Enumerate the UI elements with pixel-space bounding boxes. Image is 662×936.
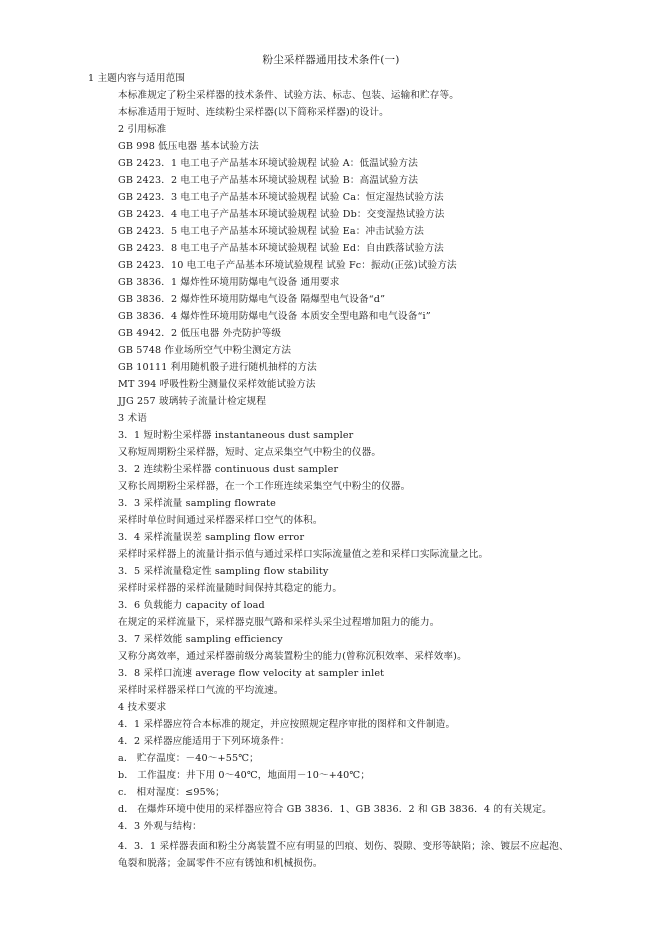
term-definition: 采样时采样器上的流量计指示值与通过采样口实际流量值之差和采样口实际流量之比。: [118, 549, 489, 560]
requirement-subitem: c． 相对湿度：≤95%；: [118, 787, 225, 798]
term-heading: 3．6 负载能力 capacity of load: [118, 600, 265, 611]
reference-standard: GB 5748 作业场所空气中粉尘测定方法: [118, 345, 292, 356]
term-definition: 在规定的采样流量下，采样器克服气路和采样头采尘过程增加阻力的能力。: [118, 617, 440, 628]
term-heading: 3．8 采样口流速 average flow velocity at sampler inlet: [118, 668, 385, 679]
term-heading: 3．5 采样流量稳定性 sampling flow stability: [118, 566, 329, 577]
reference-standard: GB 2423．3 电工电子产品基本环境试验规程 试验 Ca：恒定湿热试验方法: [118, 192, 444, 203]
requirement-subitem: b． 工作温度：井下用 0～40℃，地面用－10～+40℃；: [118, 770, 371, 781]
term-definition: 采样时采样器采样口气流的平均流速。: [118, 685, 284, 696]
reference-standard: GB 3836．2 爆炸性环境用防爆电气设备 隔爆型电气设备“d”: [118, 294, 386, 305]
term-definition: 又称短周期粉尘采样器，短时、定点采集空气中粉尘的仪器。: [118, 447, 382, 458]
reference-standard: GB 10111 利用随机骰子进行随机抽样的方法: [118, 362, 317, 373]
term-definition: 采样时单位时间通过采样器采样口空气的体积。: [118, 515, 323, 526]
reference-standard: GB 2423．8 电工电子产品基本环境试验规程 试验 Ed：自由跌落试验方法: [118, 243, 444, 254]
section-heading: 3 术语: [118, 413, 147, 424]
section-heading: 4 技术要求: [118, 702, 167, 713]
reference-standard: GB 3836．1 爆炸性环境用防爆电气设备 通用要求: [118, 277, 340, 288]
reference-standard: GB 998 低压电器 基本试验方法: [118, 141, 259, 152]
requirement-item: 4．2 采样器应能适用于下列环境条件：: [118, 736, 290, 747]
reference-standard: MT 394 呼吸性粉尘测量仪采样效能试验方法: [118, 379, 316, 390]
section-heading: 1 主题内容与适用范围: [88, 73, 186, 84]
term-definition: 又称分离效率，通过采样器前级分离装置粉尘的能力(曾称沉积效率、采样效率)。: [118, 651, 467, 662]
section-heading: 2 引用标准: [118, 124, 167, 135]
term-heading: 3．3 采样流量 sampling flowrate: [118, 498, 277, 509]
paragraph: 本标准适用于短时、连续粉尘采样器(以下简称采样器)的设计。: [118, 107, 389, 118]
term-heading: 3．1 短时粉尘采样器 instantaneous dust sampler: [118, 430, 354, 441]
reference-standard: GB 2423．1 电工电子产品基本环境试验规程 试验 A：低温试验方法: [118, 158, 419, 169]
term-heading: 3．4 采样流量误差 sampling flow error: [118, 532, 305, 543]
reference-standard: GB 3836．4 爆炸性环境用防爆电气设备 本质安全型电路和电气设备“i”: [118, 311, 431, 322]
requirement-item: 4．3 外观与结构：: [118, 821, 202, 832]
reference-standard: JJG 257 玻璃转子流量计检定规程: [118, 396, 267, 407]
requirement-subitem: a． 贮存温度：－40～+55℃；: [118, 753, 259, 764]
requirement-subitem: d． 在爆炸环境中使用的采样器应符合 GB 3836．1、GB 3836．2 和 GB 3836．4 的有关规定。: [118, 804, 552, 815]
reference-standard: GB 2423．4 电工电子产品基本环境试验规程 试验 Db：交变湿热试验方法: [118, 209, 445, 220]
reference-standard: GB 2423．5 电工电子产品基本环境试验规程 试验 Ea：冲击试验方法: [118, 226, 424, 237]
requirement-item: 4．1 采样器应符合本标准的规定，并应按照规定程序审批的图样和文件制造。: [118, 719, 456, 730]
document-title: 粉尘采样器通用技术条件(一): [262, 54, 400, 66]
term-definition: 又称长周期粉尘采样器，在一个工作班连续采集空气中粉尘的仪器。: [118, 481, 411, 492]
reference-standard: GB 2423．2 电工电子产品基本环境试验规程 试验 B：高温试验方法: [118, 175, 419, 186]
reference-standard: GB 4942．2 低压电器 外壳防护等级: [118, 328, 282, 339]
term-definition: 采样时采样器的采样流量随时间保持其稳定的能力。: [118, 583, 343, 594]
term-heading: 3．2 连续粉尘采样器 continuous dust sampler: [118, 464, 339, 475]
term-heading: 3．7 采样效能 sampling efficiency: [118, 634, 283, 645]
requirement-paragraph: 4．3．1 采样器表面和粉尘分离装置不应有明显的凹痕、划伤、裂隙、变形等缺陷；涂、镀层不应起泡、龟裂和脱落；金属零件不应有锈蚀和机械损伤。: [118, 841, 569, 869]
paragraph: 本标准规定了粉尘采样器的技术条件、试验方法、标志、包装、运输和贮存等。: [118, 90, 460, 101]
reference-standard: GB 2423．10 电工电子产品基本环境试验规程 试验 Fc：振动(正弦)试验方法: [118, 260, 457, 271]
